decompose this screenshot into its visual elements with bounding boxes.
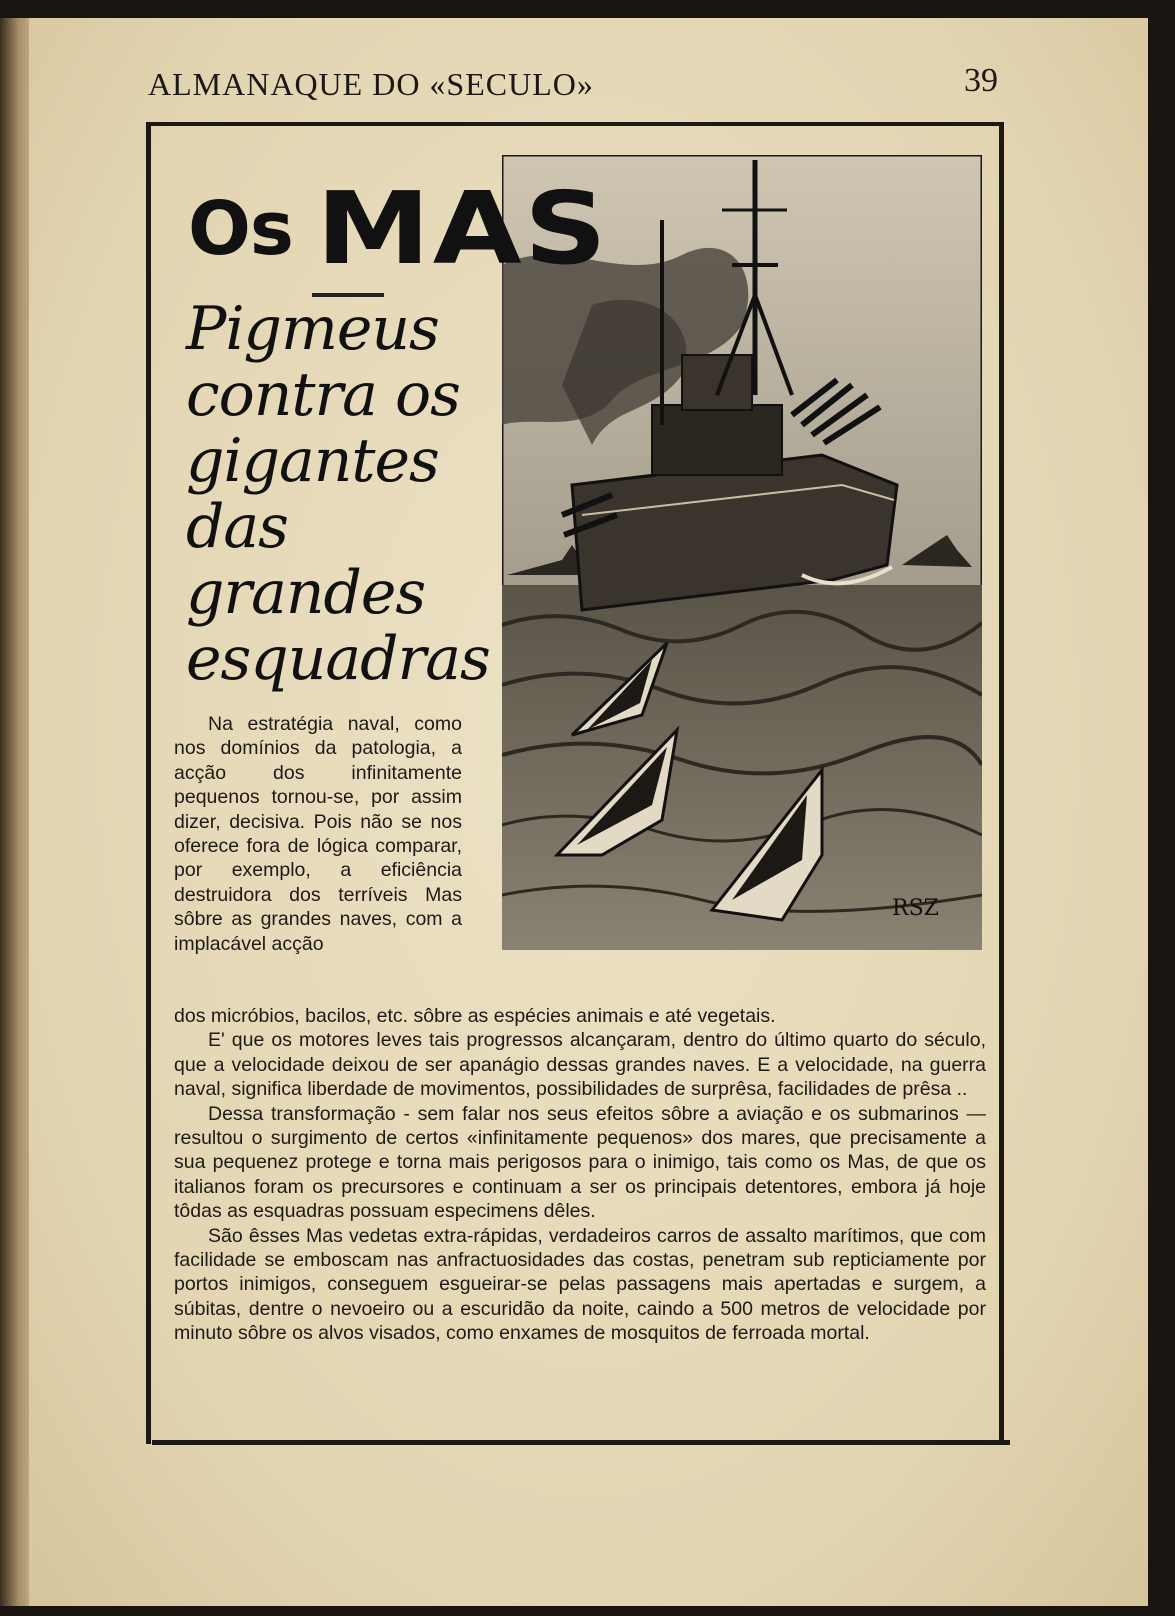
running-head: ALMANAQUE DO «SECULO» — [148, 66, 594, 102]
subtitle: Pigmeus contra os gigantes das grandes esquadras — [186, 294, 490, 694]
page-number: 39 — [964, 62, 998, 99]
frame-right-rule — [999, 124, 1004, 1440]
article-column-narrow — [174, 712, 462, 956]
frame-left-rule — [146, 124, 151, 1444]
frame-bottom-rule — [152, 1440, 1010, 1445]
article-column-wide — [174, 1004, 986, 1346]
illustration-signature: RSZ — [892, 896, 939, 921]
article-paragraph-3: Dessa transformação - sem falar nos seus efeitos sôbre a aviação e os submarinos — resultou o surgimento de certos «infinitamente pequenos» dos mares, que precisamente a sua pequenez protege e torna mais perigosos para o inimigo, tais como os Mas, de que os italianos foram os precursores e continuam a ser os principais detentores, embora já hoje tôdas as esquadras possuam especimens dêles. — [174, 1102, 986, 1223]
title-prefix: Os — [188, 186, 293, 272]
article-paragraph-4: São êsses Mas vedetas extra-rápidas, verdadeiros carros de assalto marítimos, que com facilidade se emboscam nas anfractuosidades das costas, penetram sub repticiamente por portos inimigos, conseguem esgueirar-se pelas passagens mais apertadas e surgem, a súbitas, dentre o nevoeiro ou a escuridão da noite, caindo a 500 metros de velocidade por minuto sôbre os alvos visados, como enxames de mosquitos de ferroada mortal. — [174, 1224, 986, 1345]
article-paragraph-1: Na estratégia naval, como nos domínios da patologia, a acção dos infinitamente pequenos tornou-se, por assim dizer, decisiva. Pois não se nos oferece fora de lógica comparar, por exemplo, a eficiência destruidora dos terríveis Mas sôbre as grandes naves, com a implacável acção — [174, 713, 462, 955]
article-paragraph-2: E' que os motores leves tais progressos alcançaram, dentro do último quarto do século, que a velocidade deixou de ser apanágio dessas grandes naves. E a velocidade, na guerra naval, significa liberdade de movimentos, possibilidades de surprêsa, facilidades de prêsa .. — [174, 1029, 986, 1101]
frame-top-rule — [146, 122, 1004, 126]
article-paragraph-1-continued: dos micróbios, bacilos, etc. sôbre as espécies animais e até vegetais. — [174, 1005, 776, 1027]
title-main: MAS — [316, 170, 610, 287]
